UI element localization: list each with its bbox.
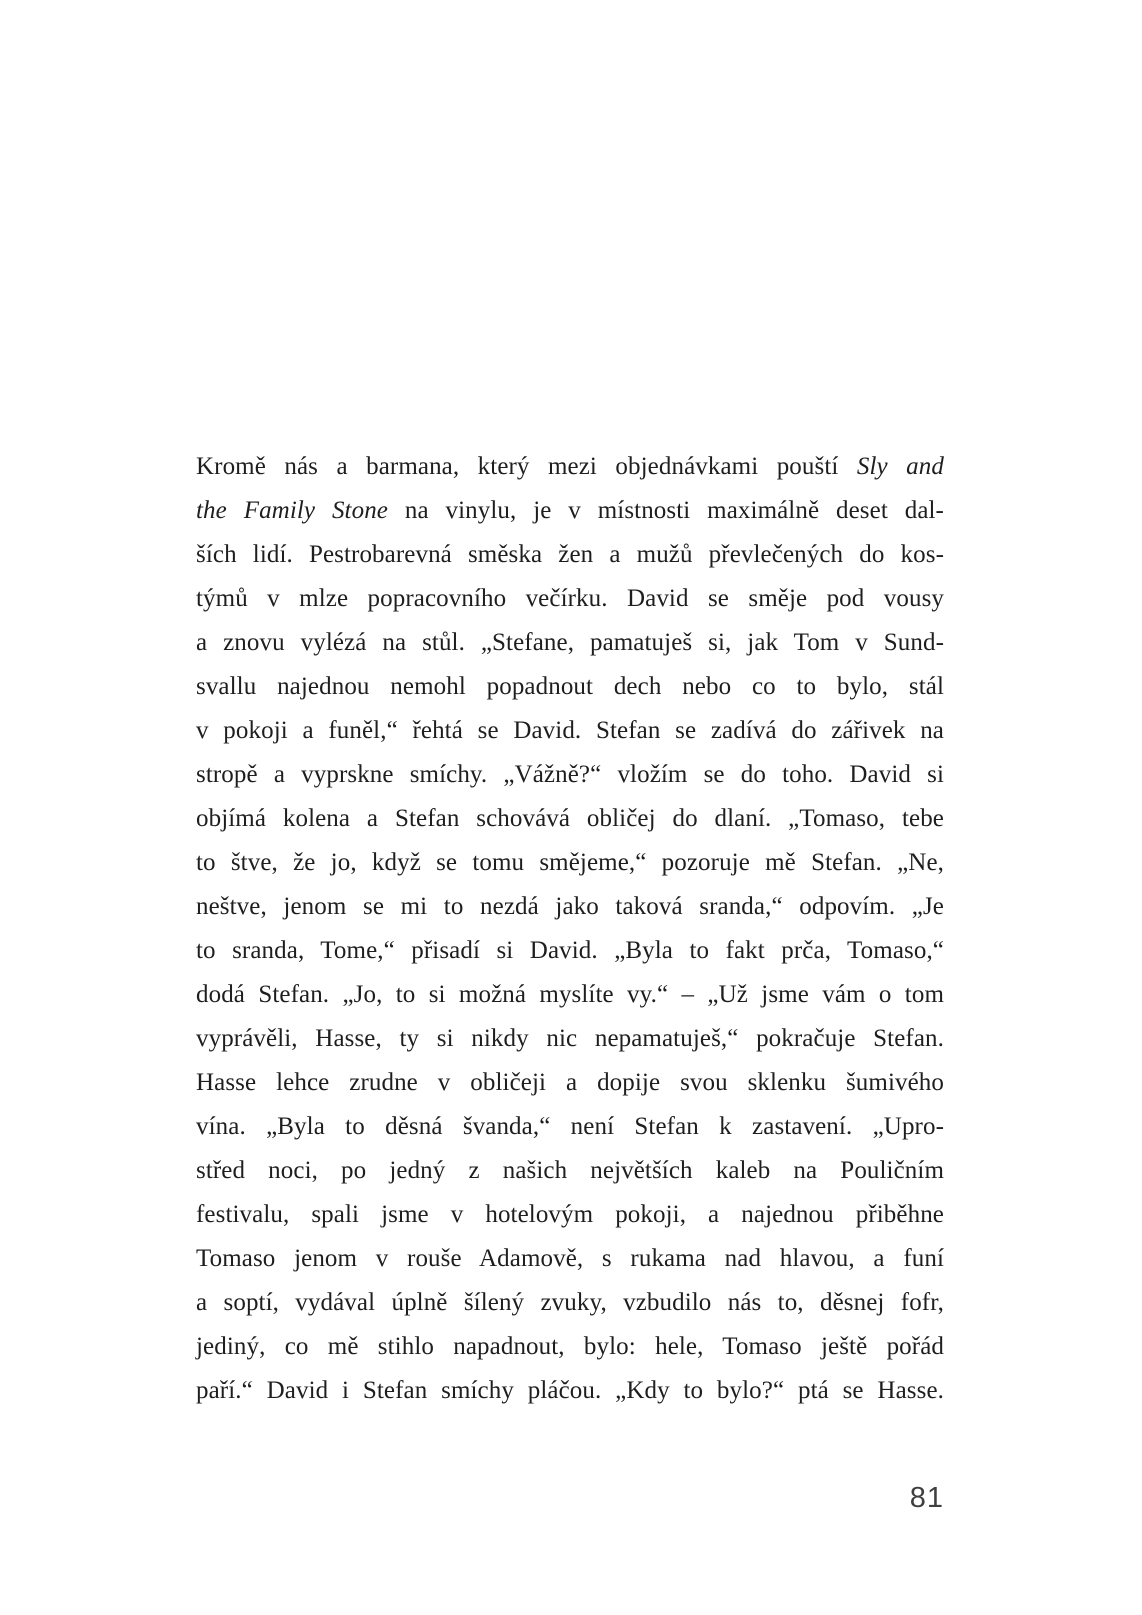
italic-text: Sly and: [856, 453, 944, 480]
text-segment: to štve, že jo, když se tomu smějeme,“ pozoruje mě Stefan. „Ne,: [196, 849, 944, 876]
text-line: [196, 621, 944, 665]
text-line: [196, 533, 944, 577]
text-segment: a soptí, vydával úplně šílený zvuky, vzbudilo nás to, děsnej fofr,: [196, 1289, 944, 1316]
text-line: [196, 709, 944, 753]
text-segment: ších lidí. Pestrobarevná směska žen a mužů převlečených do kos-: [196, 541, 944, 568]
text-segment: stropě a vyprskne smíchy. „Vážně?“ vložím se do toho. David si: [196, 761, 944, 788]
text-segment: Tomaso jenom v rouše Adamově, s rukama nad hlavou, a funí: [196, 1245, 944, 1272]
text-segment: festivalu, spali jsme v hotelovým pokoji, a najednou přiběhne: [196, 1201, 944, 1228]
text-line: [196, 577, 944, 621]
text-line: [196, 1061, 944, 1105]
text-segment: na vinylu, je v místnosti maximálně deset dal-: [388, 497, 944, 524]
text-line: [196, 753, 944, 797]
text-line: [196, 841, 944, 885]
text-line: [196, 1149, 944, 1193]
text-segment: vyprávěli, Hasse, ty si nikdy nic nepamatuješ,“ pokračuje Stefan.: [196, 1025, 944, 1052]
text-segment: paří.“ David i Stefan smíchy pláčou. „Kdy to bylo?“ ptá se Hasse.: [196, 1377, 944, 1404]
text-segment: neštve, jenom se mi to nezdá jako taková sranda,“ odpovím. „Je: [196, 893, 944, 920]
text-segment: týmů v mlze popracovního večírku. David se směje pod vousy: [196, 585, 944, 612]
text-segment: vína. „Byla to děsná švanda,“ není Stefan k zastavení. „Upro-: [196, 1113, 944, 1140]
text-segment: objímá kolena a Stefan schovává obličej do dlaní. „Tomaso, tebe: [196, 805, 944, 832]
text-segment: svallu najednou nemohl popadnout dech nebo co to bylo, stál: [196, 673, 944, 700]
text-line: [196, 973, 944, 1017]
text-segment: to sranda, Tome,“ přisadí si David. „Byla to fakt prča, Tomaso,“: [196, 937, 944, 964]
text-line: [196, 1017, 944, 1061]
text-line: [196, 797, 944, 841]
text-segment: v pokoji a funěl,“ řehtá se David. Stefan se zadívá do zářivek na: [196, 717, 944, 744]
text-line: [196, 885, 944, 929]
text-segment: Hasse lehce zrudne v obličeji a dopije svou sklenku šumivého: [196, 1069, 944, 1096]
page-number: 81: [909, 1482, 944, 1514]
text-line: [196, 1193, 944, 1237]
text-line: [196, 445, 944, 489]
text-line: [196, 1369, 944, 1413]
text-segment: střed noci, po jedný z našich největších kaleb na Pouličním: [196, 1157, 944, 1184]
italic-text: the Family Stone: [196, 497, 388, 524]
text-segment: jediný, co mě stihlo napadnout, bylo: hele, Tomaso ještě pořád: [196, 1333, 944, 1360]
body-text: [196, 445, 944, 1413]
text-segment: Kromě nás a barmana, který mezi objednávkami pouští: [196, 453, 857, 480]
text-line: [196, 1325, 944, 1369]
text-line: [196, 1281, 944, 1325]
text-line: [196, 665, 944, 709]
text-line: [196, 1105, 944, 1149]
text-line: [196, 1237, 944, 1281]
text-segment: a znovu vylézá na stůl. „Stefane, pamatuješ si, jak Tom v Sund-: [196, 629, 944, 656]
text-line: [196, 929, 944, 973]
text-segment: dodá Stefan. „Jo, to si možná myslíte vy.“ – „Už jsme vám o tom: [196, 981, 944, 1008]
text-line: [196, 489, 944, 533]
